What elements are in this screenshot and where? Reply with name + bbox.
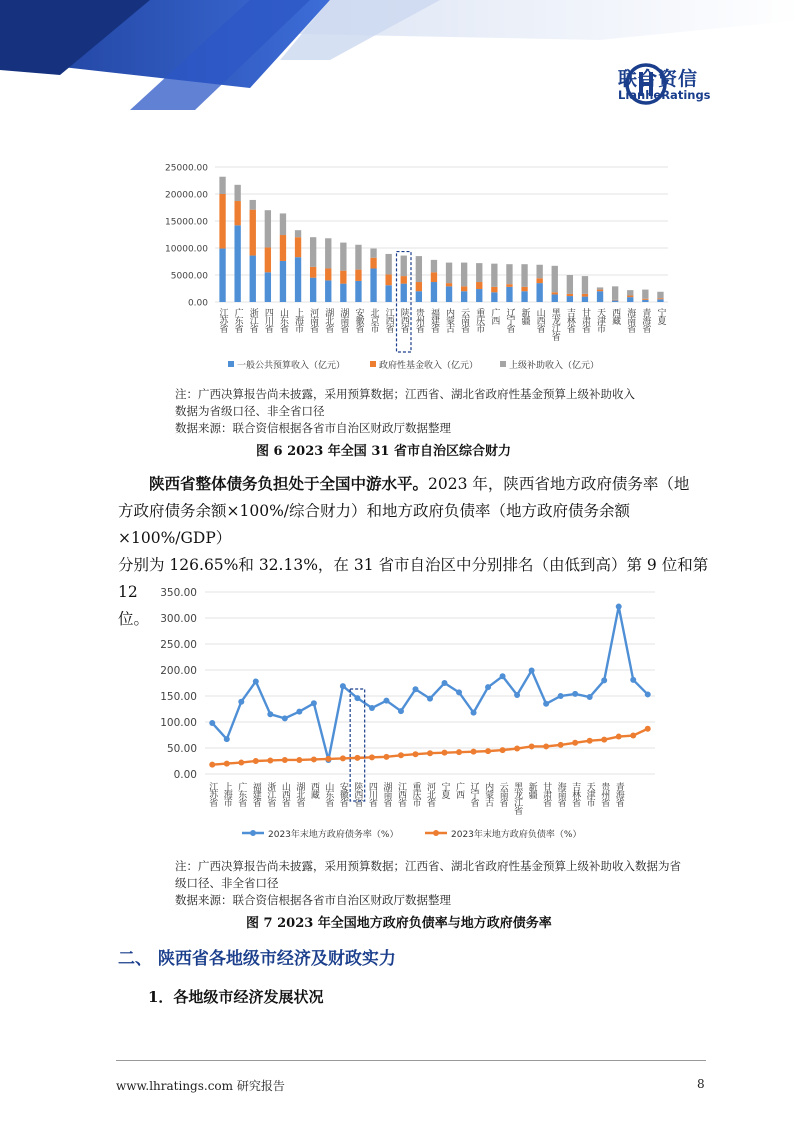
x-tick-label: 云南省	[497, 782, 508, 806]
y-tick-label: 150.00	[160, 691, 197, 703]
x-tick-label: 广东省	[236, 782, 247, 806]
y-tick-label: 25000.00	[165, 163, 208, 174]
x-tick-label: 宁夏	[439, 782, 450, 798]
paragraph-lead: 陕西省整体债务负担处于全国中游水平。	[149, 474, 429, 493]
x-tick-label: 内蒙古	[483, 782, 494, 806]
data-point	[369, 754, 375, 760]
x-tick-label: 福建省	[250, 782, 261, 806]
legend-marker	[250, 830, 256, 836]
x-tick-label: 宁夏	[655, 308, 666, 324]
x-tick-label: 上海市	[293, 308, 304, 332]
data-point	[543, 701, 549, 707]
data-point	[587, 738, 593, 744]
x-tick-label: 北京市	[368, 308, 379, 332]
x-tick-label: 河北省	[425, 782, 435, 806]
x-tick-label: 江西省	[395, 782, 406, 806]
data-point	[311, 700, 317, 706]
x-tick-label: 辽宁省	[468, 782, 479, 806]
x-tick-label: 甘肃省	[541, 782, 552, 806]
section-heading: 二、 陕西省各地级市经济及财政实力	[118, 949, 396, 969]
x-tick-label: 江苏省	[207, 782, 218, 806]
data-point	[412, 751, 418, 757]
x-tick-label: 吉林省	[570, 782, 581, 806]
data-point	[282, 757, 288, 763]
x-tick-label: 云南省	[459, 308, 470, 332]
x-tick-label: 广西	[454, 782, 465, 798]
data-point	[572, 691, 578, 697]
data-point	[456, 689, 462, 695]
x-tick-label: 山东省	[277, 308, 288, 332]
x-tick-label: 四川省	[262, 308, 273, 332]
y-tick-label: 5000.00	[170, 271, 208, 282]
x-tick-label: 吉林省	[564, 308, 575, 332]
figure7-source: 数据来源：联合资信根据各省市自治区财政厅数据整理	[175, 893, 451, 907]
x-tick-label: 黑龙江省	[512, 782, 523, 814]
x-tick-label: 上海市	[221, 782, 232, 806]
data-point	[253, 678, 259, 684]
x-tick-label: 贵州省	[413, 308, 424, 332]
x-tick-label: 江苏省	[217, 308, 228, 332]
y-tick-label: 20000.00	[165, 190, 208, 201]
data-point	[543, 743, 549, 749]
y-tick-label: 100.00	[160, 717, 197, 729]
y-tick-label: 350.00	[160, 587, 197, 599]
data-point	[412, 686, 418, 692]
brand-name-cn: 联合资信	[618, 68, 699, 90]
x-tick-label: 湖北省	[294, 782, 305, 806]
x-tick-label: 陕西省	[352, 782, 363, 806]
data-point	[340, 755, 346, 761]
x-tick-label: 湖南省	[338, 308, 349, 332]
x-tick-label: 湖北省	[323, 308, 334, 332]
y-tick-label: 200.00	[160, 665, 197, 677]
legend-label: 2023年末地方政府债务率（%）	[268, 830, 399, 840]
data-point	[267, 711, 273, 717]
data-point	[587, 694, 593, 700]
x-tick-label: 天津市	[584, 782, 595, 806]
data-point	[572, 740, 578, 746]
legend-label: 上级补助收入（亿元）	[509, 361, 600, 371]
paragraph-line3: 分别为 126.65%和 32.13%，在 31 省市自治区中分别排名（由低到高）第 9 位和第 12	[118, 556, 709, 601]
x-tick-label: 海南省	[555, 782, 566, 806]
page-number: 8	[697, 1077, 705, 1091]
figure7-note-line1: 注：广西决算报告尚未披露，采用预算数据；江西省、湖北省政府性基金预算上级补助收入数据为省	[175, 859, 681, 873]
data-point	[630, 733, 636, 739]
x-tick-label: 广西	[489, 308, 500, 324]
x-tick-label: 山西省	[279, 782, 290, 806]
data-point	[267, 757, 273, 763]
x-tick-label: 山西省	[534, 308, 545, 332]
figure6-note-line1: 注：广西决算报告尚未披露，采用预算数据；江西省、湖北省政府性基金预算上级补助收入	[175, 387, 635, 401]
data-point	[442, 680, 448, 686]
x-tick-label: 重庆市	[474, 308, 485, 332]
subsection-heading: 1．各地级市经济发展状况	[148, 988, 324, 1006]
x-tick-label: 青海省	[640, 308, 651, 332]
footer-divider	[116, 1060, 706, 1061]
data-point	[282, 715, 288, 721]
data-point	[630, 677, 636, 683]
brand-name-en: LianheRatings	[618, 88, 711, 102]
x-tick-label: 甘肃省	[579, 308, 590, 332]
figure6-note-line2: 数据为省级口径、非全省口径	[175, 404, 325, 418]
data-point	[471, 749, 477, 755]
legend-marker	[433, 830, 439, 836]
legend-label: 一般公共预算收入（亿元）	[237, 361, 346, 371]
data-point	[456, 749, 462, 755]
x-tick-label: 湖南省	[381, 782, 392, 806]
x-tick-label: 山东省	[323, 782, 334, 806]
x-tick-label: 安徽省	[353, 308, 364, 332]
paragraph-line1: 2023 年，陕西省地方政府债务率（地	[428, 475, 690, 493]
y-tick-label: 300.00	[160, 613, 197, 625]
data-point	[601, 677, 607, 683]
data-point	[485, 684, 491, 690]
data-point	[645, 691, 651, 697]
x-tick-label: 陕西省	[398, 308, 409, 332]
footer-site: www.lhratings.com 研究报告	[116, 1079, 285, 1093]
data-point	[354, 695, 360, 701]
x-tick-label: 黑龙江省	[549, 308, 560, 340]
x-tick-label: 海南省	[625, 308, 636, 332]
x-tick-label: 天津市	[595, 308, 606, 332]
legend-label: 2023年末地方政府负债率（%）	[451, 830, 582, 840]
data-point	[427, 750, 433, 756]
data-point	[325, 756, 331, 762]
data-point	[369, 705, 375, 711]
x-tick-label: 青海省	[613, 782, 624, 806]
data-point	[427, 696, 433, 702]
data-point	[296, 709, 302, 715]
data-point	[238, 760, 244, 766]
x-tick-label: 新疆	[526, 782, 537, 798]
data-point	[558, 742, 564, 748]
paragraph-line4: 位。	[118, 610, 150, 628]
x-tick-label: 贵州省	[599, 782, 610, 806]
data-point	[340, 683, 346, 689]
series-line	[212, 729, 647, 765]
legend-label: 政府性基金收入（亿元）	[379, 361, 479, 371]
data-point	[398, 752, 404, 758]
data-point	[645, 726, 651, 732]
x-tick-label: 江西省	[383, 308, 394, 332]
x-tick-label: 西藏	[308, 782, 319, 798]
data-point	[500, 747, 506, 753]
data-point	[209, 720, 215, 726]
data-point	[616, 734, 622, 740]
y-tick-label: 10000.00	[165, 244, 208, 255]
data-point	[224, 736, 230, 742]
data-point	[253, 758, 259, 764]
figure7-caption: 图 7 2023 年全国地方政府负债率与地方政府债务率	[246, 916, 552, 931]
data-point	[442, 750, 448, 756]
data-point	[529, 668, 535, 674]
x-tick-label: 四川省	[366, 782, 377, 806]
x-tick-label: 重庆市	[410, 782, 421, 806]
figure6-caption: 图 6 2023 年全国 31 省市自治区综合财力	[256, 444, 511, 459]
data-point	[529, 743, 535, 749]
data-point	[224, 761, 230, 767]
x-tick-label: 西藏	[610, 308, 621, 324]
figure6-source: 数据来源：联合资信根据各省市自治区财政厅数据整理	[175, 421, 451, 435]
data-point	[514, 746, 520, 752]
data-point	[238, 699, 244, 705]
data-point	[485, 748, 491, 754]
series-line	[212, 607, 647, 760]
data-point	[383, 754, 389, 760]
y-tick-label: 0.00	[173, 769, 197, 781]
data-point	[514, 692, 520, 698]
data-point	[383, 698, 389, 704]
figure7-note-line2: 级口径、非全省口径	[175, 876, 279, 890]
data-point	[296, 757, 302, 763]
data-point	[311, 756, 317, 762]
x-tick-label: 辽宁省	[504, 308, 515, 332]
x-tick-label: 安徽省	[337, 782, 348, 806]
x-tick-label: 浙江省	[247, 308, 258, 332]
data-point	[354, 755, 360, 761]
x-tick-label: 河南省	[308, 308, 319, 332]
data-point	[616, 604, 622, 610]
data-point	[500, 673, 506, 679]
y-tick-label: 50.00	[166, 743, 197, 755]
data-point	[601, 737, 607, 743]
y-tick-label: 15000.00	[165, 217, 208, 228]
data-point	[558, 693, 564, 699]
x-tick-label: 内蒙古	[444, 308, 455, 332]
x-tick-label: 新疆	[519, 308, 530, 324]
x-tick-label: 广东省	[232, 308, 243, 332]
data-point	[398, 708, 404, 714]
y-tick-label: 0.00	[187, 298, 208, 309]
paragraph-line2: 方政府债务余额×100%/综合财力）和地方政府负债率（地方政府债务余额×100%/GDP）	[118, 502, 631, 547]
x-tick-label: 浙江省	[265, 782, 276, 806]
x-tick-label: 福建省	[428, 308, 439, 332]
y-tick-label: 250.00	[160, 639, 197, 651]
data-point	[471, 710, 477, 716]
data-point	[209, 762, 215, 768]
